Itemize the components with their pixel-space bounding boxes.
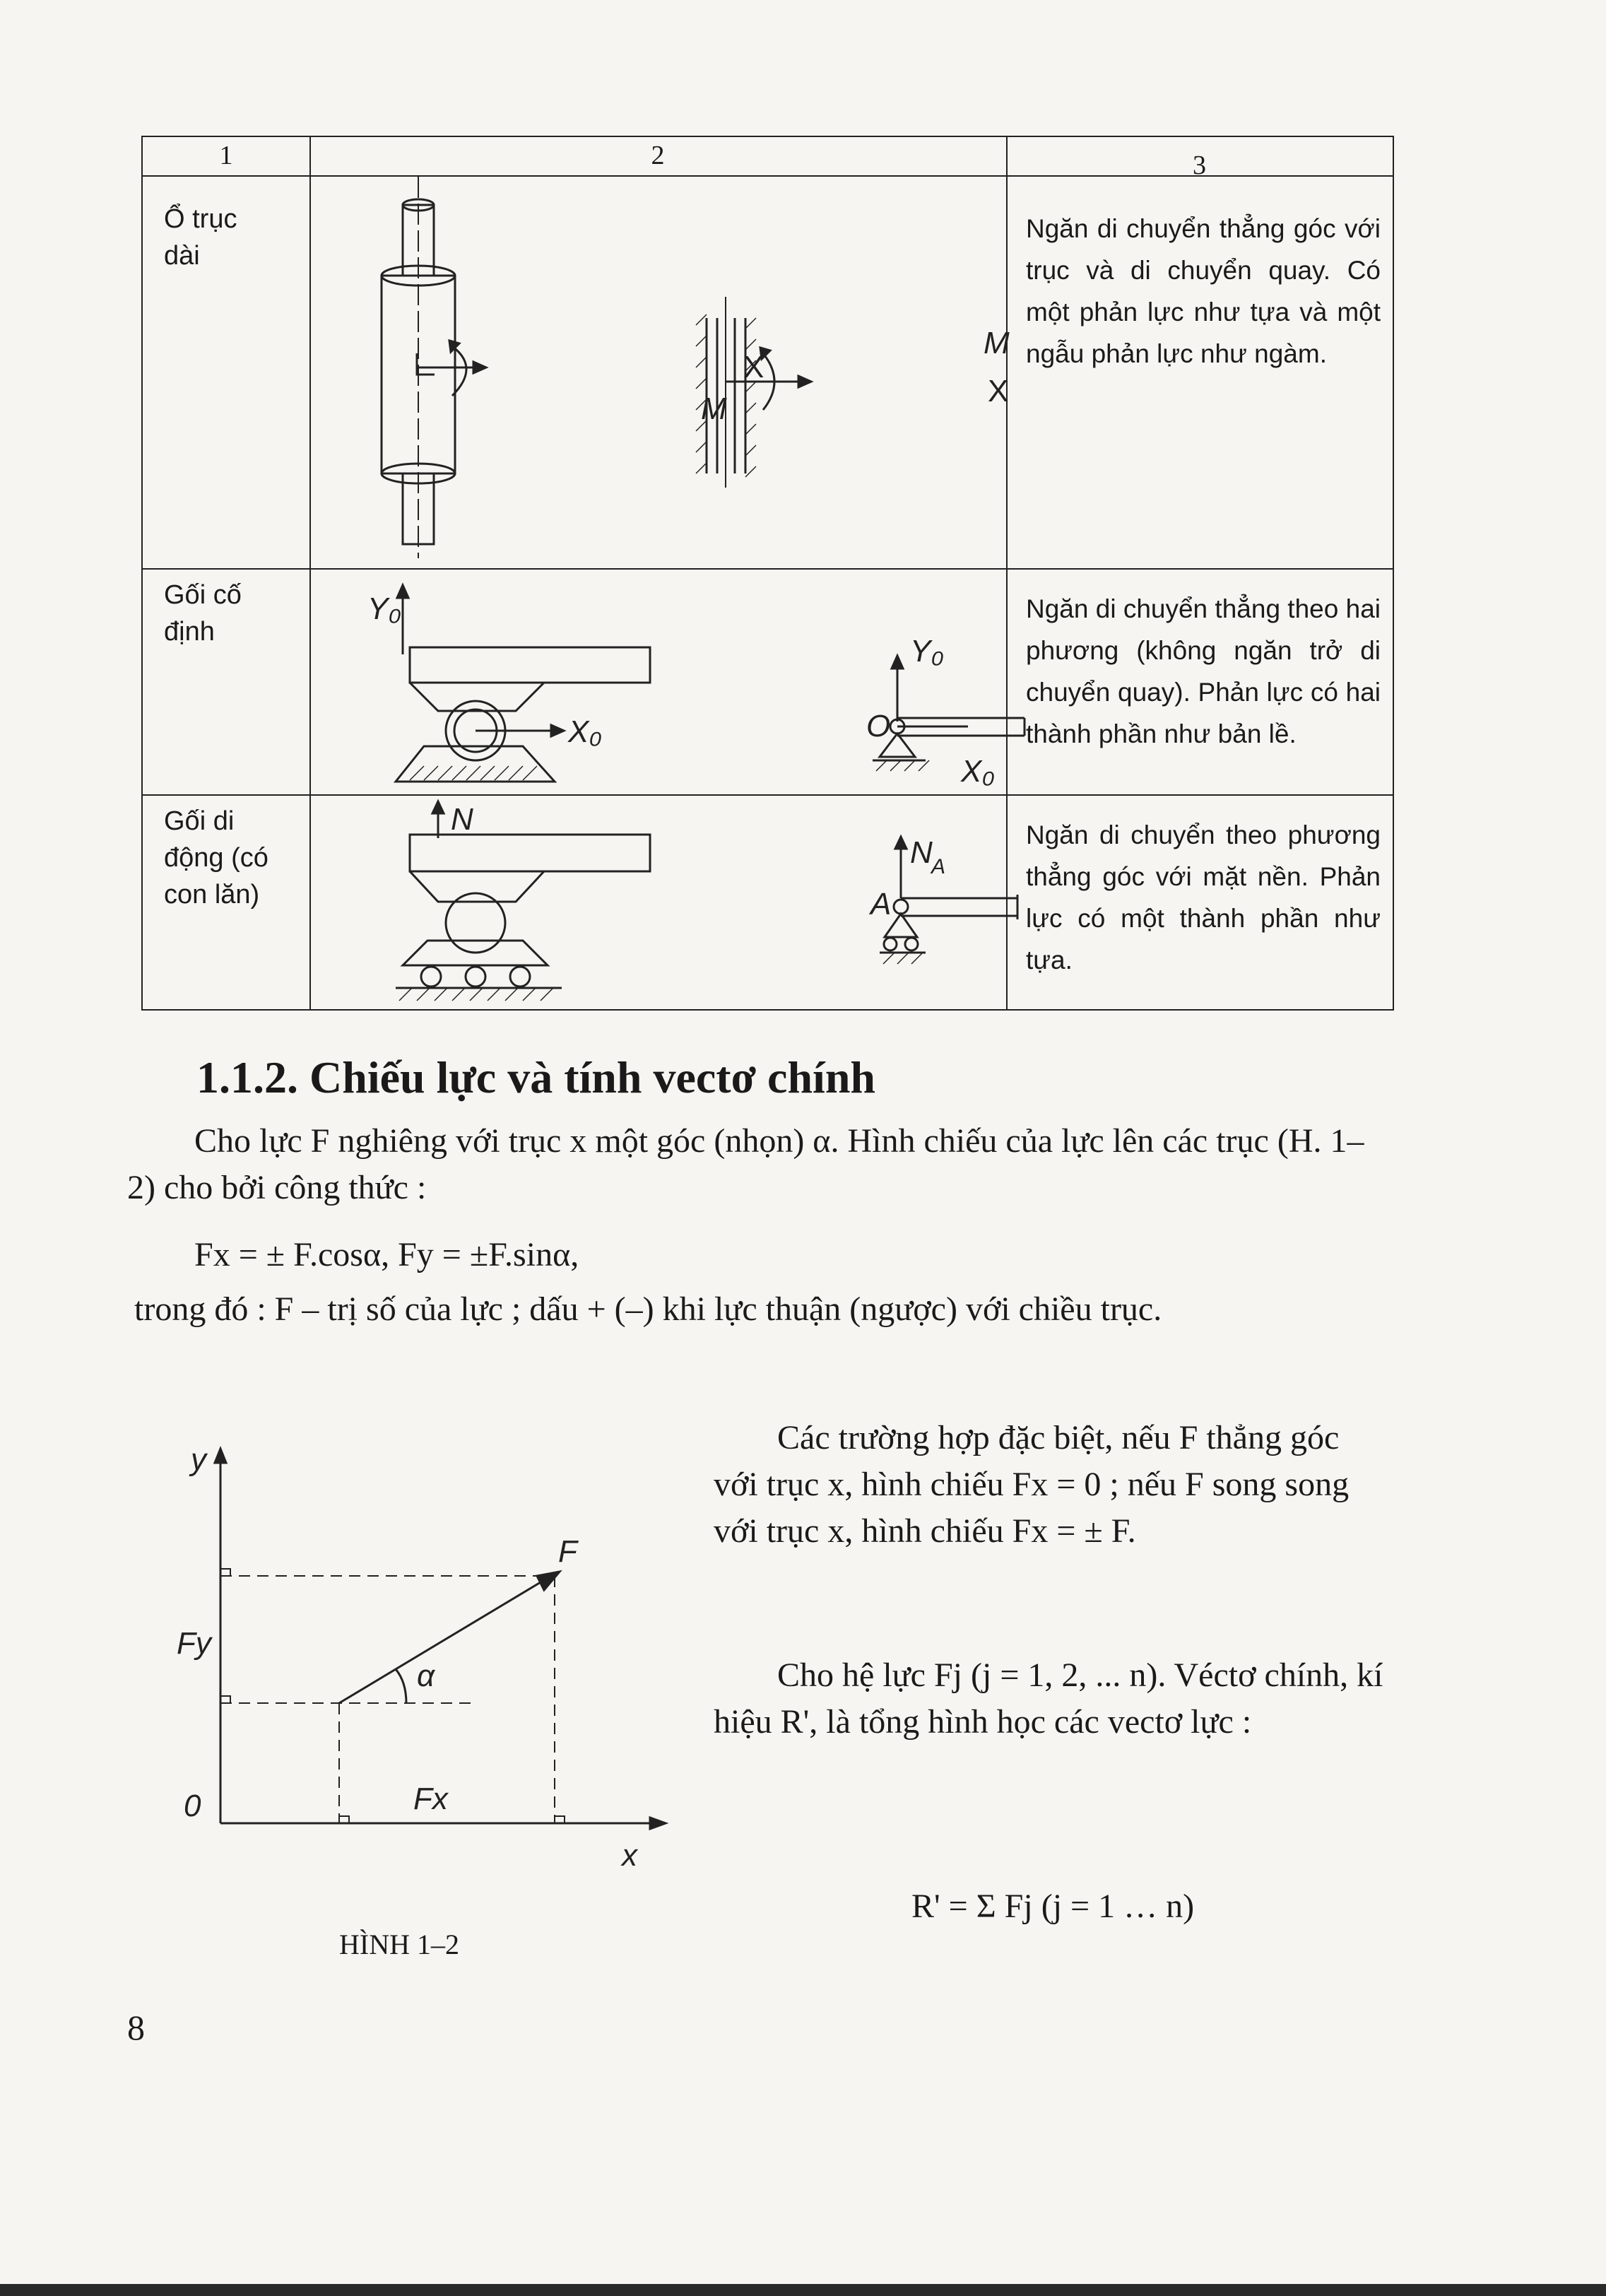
row-1-name-line: Ổ trục xyxy=(164,204,237,234)
formula-resultant: R' = Σ Fj (j = 1 … n) xyxy=(911,1888,1195,1925)
y0-label: Y₀ xyxy=(367,591,401,626)
col-divider xyxy=(1006,137,1008,1009)
row-2-name-line: Gối cố xyxy=(164,580,242,610)
x0-label: X₀ xyxy=(568,714,602,749)
y0-label: Y₀ xyxy=(910,634,944,669)
header-col-3: 3 xyxy=(1193,151,1206,180)
row-1-name xyxy=(164,201,298,274)
moment-label: M xyxy=(984,326,1010,360)
fx-label: Fx xyxy=(413,1782,448,1816)
moment-label: M xyxy=(701,392,727,426)
row-3-name-line: con lăn) xyxy=(164,880,260,909)
paragraph-3: Các trường hợp đặc biệt, nếu F thẳng góc với trục x, hình chiếu Fx = 0 ; nếu F song song với trục x, hình chiếu Fx = ± F. xyxy=(714,1419,1350,1550)
row-3-description: Ngăn di chuyển theo phương thẳng góc với mặt nền. Phản lực có một thành phần như tựa. xyxy=(1026,820,1381,975)
paragraph-1: Cho lực F nghiêng với trục x một góc (nhọn) α. Hình chiếu của lực lên các trục (H. 1–2) cho bởi công thức : xyxy=(127,1122,1364,1206)
paragraph-4: Cho hệ lực Fj (j = 1, 2, ... n). Véctơ chính, kí hiệu R', là tổng hình học các vectơ lực : xyxy=(714,1656,1383,1741)
force-label: F xyxy=(558,1534,577,1569)
row-1-description: Ngăn di chuyển thẳng góc với trục và di chuyển quay. Có một phản lực như tựa và một ngẫu phản lực như ngàm. xyxy=(1026,214,1381,368)
header-col-1: 1 xyxy=(219,141,233,170)
header-col-2: 2 xyxy=(651,141,665,170)
paragraph-2: trong đó : F – trị số của lực ; dấu + (–) khi lực thuận (ngược) với chiều trục. xyxy=(134,1290,1162,1328)
row-3-name-line: Gối di xyxy=(164,806,235,836)
row-3-name xyxy=(164,803,298,913)
origin-label: 0 xyxy=(184,1789,201,1823)
support-types-table xyxy=(141,136,1394,1011)
section-heading: 1.1.2. Chiếu lực và tính vectơ chính xyxy=(196,1052,875,1102)
x0-label: X₀ xyxy=(961,754,995,789)
scan-edge xyxy=(0,2284,1606,2296)
alpha-label: α xyxy=(417,1659,435,1693)
figure-caption: HÌNH 1–2 xyxy=(339,1929,459,1960)
fixed-support-figure xyxy=(311,570,1006,794)
row-2-name-line: định xyxy=(164,617,215,647)
fy-label: Fy xyxy=(177,1626,211,1661)
row-2-description: Ngăn di chuyển thẳng theo hai phương (không ngăn trở di chuyển quay). Phản lực có hai thành phần như bản lề. xyxy=(1026,594,1381,748)
row-1-name-line: dài xyxy=(164,241,200,271)
x-axis-label: x xyxy=(622,1838,637,1873)
row-3-name-line: động (có xyxy=(164,843,268,873)
figure-1-2 xyxy=(163,1442,685,1901)
na-subscript: A xyxy=(931,855,946,878)
n-label: N xyxy=(451,802,473,837)
roller-support-figure xyxy=(311,796,1006,1009)
page-number: 8 xyxy=(127,2008,145,2047)
origin-label: O xyxy=(866,709,891,743)
x-label: X xyxy=(988,374,1009,408)
y-axis-label: y xyxy=(191,1442,206,1477)
na-label: N xyxy=(910,835,933,870)
formula-projection: Fx = ± F.cosα, Fy = ±F.sinα, xyxy=(194,1236,579,1273)
x-label: X xyxy=(743,350,764,384)
row-2-name xyxy=(164,577,298,650)
a-label: A xyxy=(870,887,892,922)
long-bearing-figure xyxy=(311,177,1010,568)
